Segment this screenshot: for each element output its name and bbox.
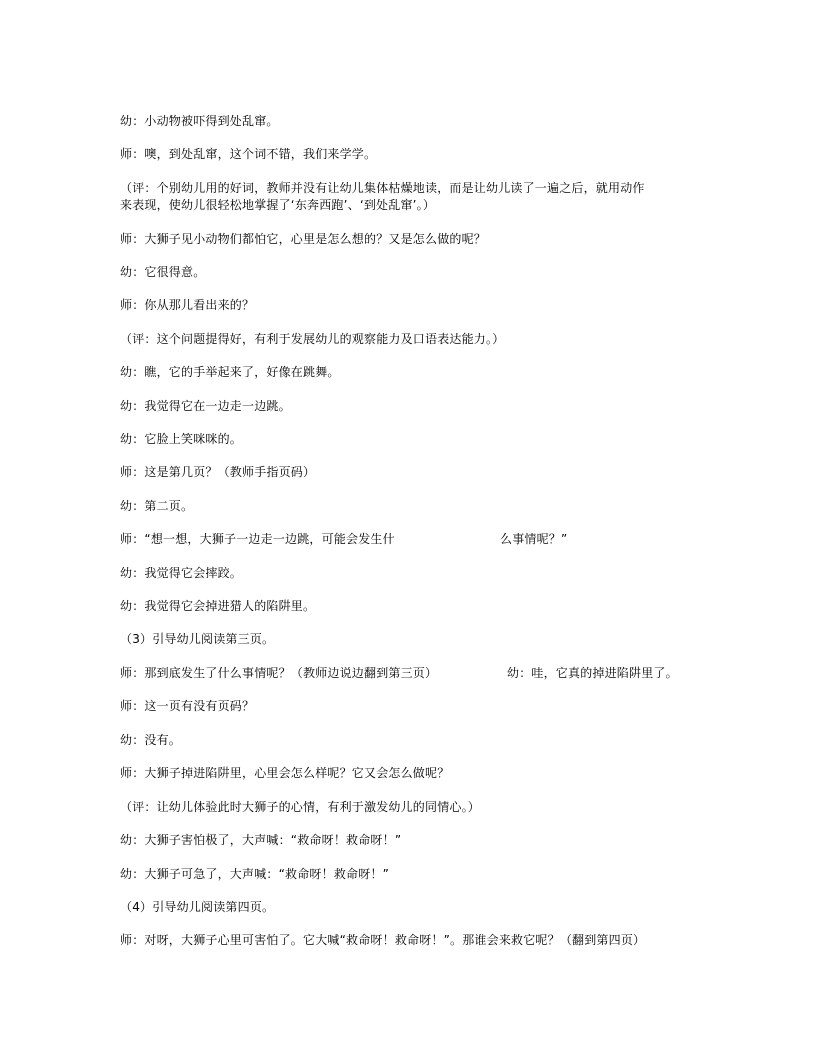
dialogue-line: 幼：小动物被吓得到处乱窜。: [120, 114, 279, 128]
dialogue-line: 幼：没有。: [120, 733, 182, 747]
dialogue-line: 幼：第二页。: [120, 499, 194, 513]
dialogue-line: 幼：我觉得它会摔跤。: [120, 566, 243, 580]
dialogue-line-continuation: 么事情呢？”: [500, 532, 568, 546]
dialogue-line: 师：这是第几页？（教师手指页码）: [120, 465, 316, 479]
dialogue-line: 师：对呀，大狮子心里可害怕了。它大喊“救命呀！救命呀！”。那谁会来救它呢？（翻到第四页）: [120, 933, 646, 947]
dialogue-line: 幼：大狮子可急了，大声喊：“救命呀！救命呀！”: [120, 867, 390, 881]
dialogue-line: 幼：哇，它真的掉进陷阱里了。: [507, 666, 678, 680]
dialogue-line: 师：你从那儿看出来的？: [120, 298, 255, 312]
dialogue-line: 幼：它脸上笑咪咪的。: [120, 432, 243, 446]
dialogue-line: 师：噢，到处乱窜，这个词不错，我们来学学。: [120, 147, 377, 161]
dialogue-line: 幼：大狮子害怕极了，大声喊：“救命呀！救命呀！”: [120, 833, 402, 847]
section-heading: （3）引导幼儿阅读第三页。: [120, 632, 275, 646]
dialogue-line: 师：那到底发生了什么事情呢？（教师边说边翻到第三页）: [120, 666, 438, 680]
section-heading: （4）引导幼儿阅读第四页。: [120, 900, 275, 914]
dialogue-line: 师：大狮子掉进陷阱里，心里会怎么样呢？它又会怎么做呢？: [120, 766, 450, 780]
dialogue-line: 幼：它很得意。: [120, 265, 206, 279]
dialogue-line: 幼：我觉得它在一边走一边跳。: [120, 399, 291, 413]
dialogue-line: 幼：瞧，它的手举起来了，好像在跳舞。: [120, 365, 340, 379]
dialogue-line: 幼：我觉得它会掉进猎人的陷阱里。: [120, 599, 316, 613]
dialogue-line: 师：这一页有没有页码？: [120, 699, 255, 713]
commentary-line: （评：让幼儿体验此时大狮子的心情，有利于激发幼儿的同情心。）: [120, 800, 481, 814]
commentary-line: 来表现，使幼儿很轻松地掌握了‘东奔西跑’、‘到处乱窜’。）: [120, 198, 436, 212]
dialogue-line: 师：“想一想，大狮子一边走一边跳，可能会发生什: [120, 532, 395, 546]
commentary-line: （评：个别幼儿用的好词，教师并没有让幼儿集体枯燥地读，而是让幼儿读了一遍之后，就用动作: [120, 181, 645, 195]
dialogue-line: 师：大狮子见小动物们都怕它，心里是怎么想的？又是怎么做的呢？: [120, 232, 487, 246]
commentary-line: （评：这个问题提得好，有利于发展幼儿的观察能力及口语表达能力。）: [120, 332, 505, 346]
